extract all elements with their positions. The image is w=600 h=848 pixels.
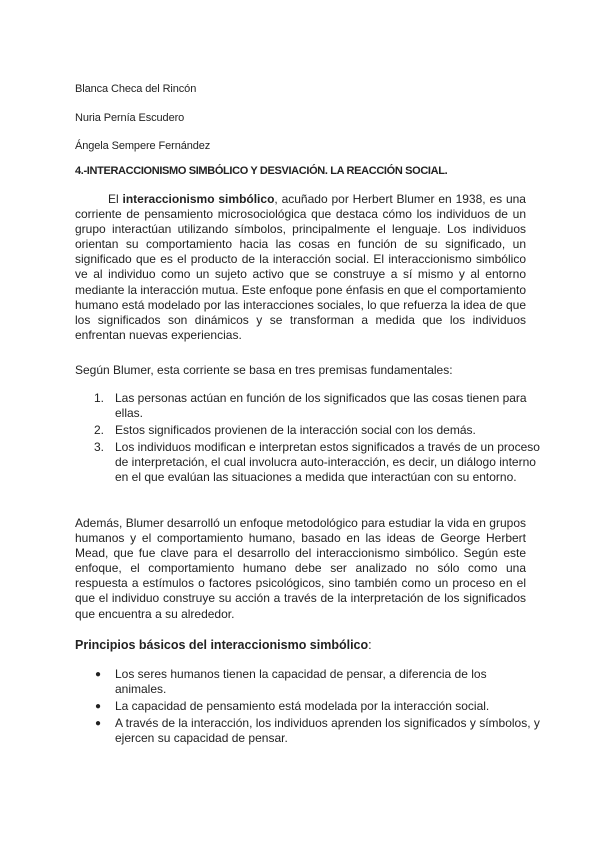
principles-list xyxy=(80,667,540,748)
bullet-icon: ● xyxy=(95,669,102,680)
intro-paragraph: El interaccionismo simbólico, acuñado por Herbert Blumer en 1938, es una corriente de pensamiento microsociológica que destaca cómo los individuos de un grupo interactúan utilizando símbolos, principalmente el lenguaje. Los individuos orientan su comportamiento hacia las cosas en función de su significado, un significado que es el producto de la interacción social. El interaccionismo simbólico ve al individuo como un sujeto activo que se construye a sí mismo y al entorno mediante la interacción mutua. Este enfoque pone énfasis en que el comportamiento humano está modelado por las interacciones sociales, lo que refuerza la idea de que los significados son dinámicos y se transforman a medida que los individuos enfrentan nuevas experiencias. xyxy=(75,192,526,342)
author-name: Nuria Pernía Escudero xyxy=(75,112,185,124)
list-item: 2. Estos significados provienen de la interacción social con los demás. xyxy=(94,423,476,438)
bullet-icon: ● xyxy=(95,701,102,713)
author-name: Ángela Sempere Fernández xyxy=(75,140,211,152)
methodology-paragraph: Además, Blumer desarrolló un enfoque metodológico para estudiar la vida en grupos humanos y el comportamiento humano, basado en las ideas de George Herbert Mead, que fue clave para el desarrollo del interaccionismo simbólico. Según este enfoque, el comportamiento humano debe ser analizado no sólo como una respuesta a estímulos o factores psicológicos, sino también como un proceso en el que el individuo construye su acción a través de la interpretación de los significados que encuentra a su alrededor. xyxy=(75,516,526,621)
list-number: 3. xyxy=(94,440,105,455)
section-heading: 4.-INTERACCIONISMO SIMBÓLICO Y DESVIACIÓN. LA REACCIÓN SOCIAL. xyxy=(75,165,448,177)
premises-list xyxy=(80,391,540,488)
bullet-icon: ● xyxy=(95,718,102,730)
list-item: 1. Las personas actúan en función de los significados que las cosas tienen para ellas. xyxy=(94,391,527,421)
list-item: ● A través de la interacción, los individuos aprenden los significados y símbolos, y ejercen su capacidad de pensar. xyxy=(95,716,540,746)
author-name: Blanca Checa del Rincón xyxy=(75,83,197,95)
list-number: 1. xyxy=(94,391,105,405)
list-item: ● La capacidad de pensamiento está modelada por la interacción social. xyxy=(95,699,490,714)
list-item: ● Los seres humanos tienen la capacidad de pensar, a diferencia de los animales. xyxy=(95,667,487,697)
principles-heading: Principios básicos del interaccionismo simbólico: xyxy=(75,638,372,652)
premises-intro: Según Blumer, esta corriente se basa en tres premisas fundamentales: xyxy=(75,363,453,377)
list-number: 2. xyxy=(94,423,105,438)
key-term: interaccionismo simbólico xyxy=(122,192,275,206)
list-item: 3. Los individuos modifican e interpretan estos significados a través de un proceso de interpretación, el cual involucra auto-interacción, es decir, un diálogo interno en el que evalúan las situaciones a medida que interactúan con su entorno. xyxy=(94,440,540,485)
